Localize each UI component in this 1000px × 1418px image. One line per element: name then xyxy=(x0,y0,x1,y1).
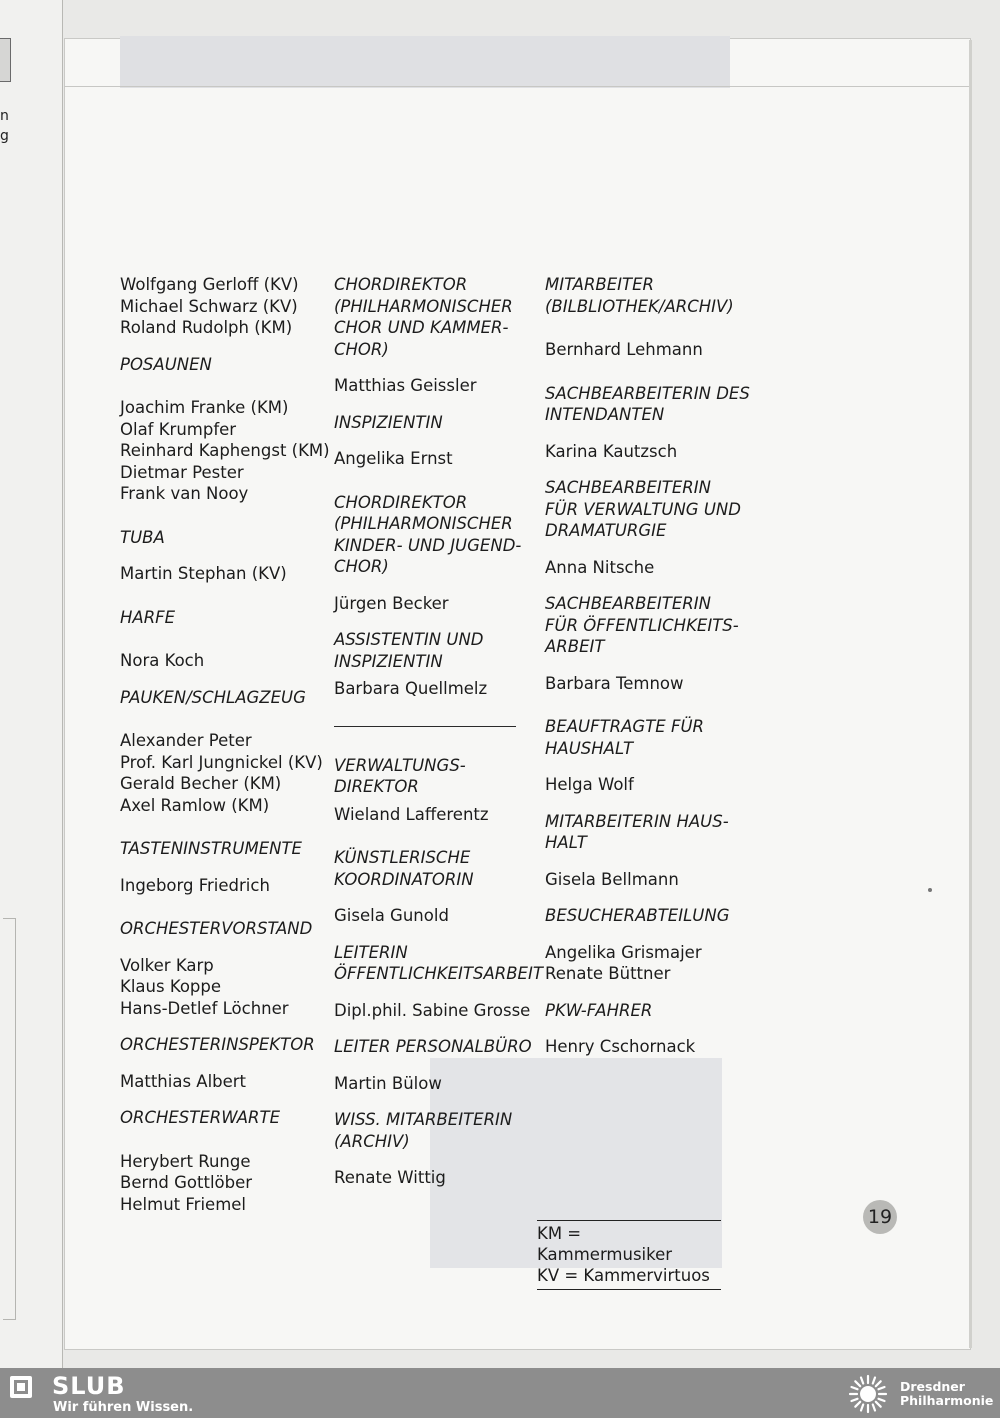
staff-name: Olaf Krumpfer xyxy=(120,419,237,439)
adjacent-page-frame xyxy=(3,918,16,1320)
staff-name: Matthias Albert xyxy=(120,1071,247,1091)
staff-name: Barbara Temnow xyxy=(545,673,684,693)
dp-name-line2: Philharmonie xyxy=(900,1393,994,1408)
section-heading-oeffentlichkeitsarbeit: ARBEIT xyxy=(545,637,605,656)
section-heading-archiv: WISS. MITARBEITERIN xyxy=(334,1110,513,1129)
staff-column-2 xyxy=(334,274,543,1189)
section-heading-archiv: (ARCHIV) xyxy=(334,1131,410,1151)
section-heading-bibliothek: (BILBLIOTHEK/ARCHIV) xyxy=(545,296,734,316)
dresdner-philharmonie-logo-icon xyxy=(848,1374,888,1414)
slub-logo-icon xyxy=(10,1376,32,1398)
staff-name: Reinhard Kaphengst (KM) xyxy=(120,441,330,460)
staff-name: Gisela Bellmann xyxy=(545,869,679,889)
section-heading-intendanten: SACHBEARBEITERIN DES xyxy=(545,383,750,403)
staff-name: Volker Karp xyxy=(120,955,214,975)
section-heading-chordirektor: CHORDIREKTOR xyxy=(334,275,468,294)
staff-name: Michael Schwarz (KV) xyxy=(120,296,298,316)
staff-name: Renate Büttner xyxy=(545,964,671,983)
staff-name: Wolfgang Gerloff (KV) xyxy=(120,275,299,294)
staff-name: Martin Stephan (KV) xyxy=(120,564,287,583)
section-heading-haushalt: BEAUFTRAGTE FÜR xyxy=(545,717,704,736)
staff-name: Dipl.phil. Sabine Grosse xyxy=(334,1000,531,1020)
legend-bottom-rule xyxy=(537,1289,721,1290)
section-heading-dramaturgie: SACHBEARBEITERIN xyxy=(545,478,711,497)
dp-name-line1: Dresdner xyxy=(900,1379,965,1394)
legend-km: KM = Kammermusiker xyxy=(537,1224,673,1264)
staff-name: Prof. Karl Jungnickel (KV) xyxy=(120,752,323,772)
section-heading-haushalt-mitarbeiterin: HALT xyxy=(545,833,587,852)
section-heading-oeffentlichkeitsarbeit: SACHBEARBEITERIN xyxy=(545,594,711,613)
section-heading-kinderchor: (PHILHARMONISCHER xyxy=(334,514,513,533)
staff-name: Klaus Koppe xyxy=(120,977,222,996)
section-heading-bibliothek: MITARBEITER xyxy=(545,275,654,294)
staff-name: Axel Ramlow (KM) xyxy=(120,795,270,815)
section-heading-tasteninstrumente: TASTENINSTRUMENTE xyxy=(120,839,302,858)
section-heading-orchestervorstand: ORCHESTERVORSTAND xyxy=(120,919,313,938)
section-heading-kuenstlerisch: KÜNSTLERISCHE xyxy=(334,848,471,867)
section-heading-kinderchor: KINDER- UND JUGEND- xyxy=(334,535,522,555)
dresdner-philharmonie-name xyxy=(900,1380,993,1408)
section-heading-pauken: PAUKEN/SCHLAGZEUG xyxy=(120,687,306,707)
staff-name: Helmut Friemel xyxy=(120,1194,247,1214)
slub-name: SLUB xyxy=(52,1372,126,1400)
slub-claim: Wir führen Wissen. xyxy=(53,1400,194,1415)
staff-name: Helga Wolf xyxy=(545,775,634,794)
section-heading-haushalt: HAUSHALT xyxy=(545,738,634,758)
staff-name: Hans-Detlef Löchner xyxy=(120,998,289,1018)
show-through-block xyxy=(120,36,730,88)
staff-name: Barbara Quellmelz xyxy=(334,679,488,698)
section-heading-verwaltung: VERWALTUNGS- xyxy=(334,755,466,775)
section-heading-dramaturgie: FÜR VERWALTUNG UND xyxy=(545,499,741,519)
section-heading-inspizientin: INSPIZIENTIN xyxy=(334,412,443,432)
staff-name: Gerald Becher (KM) xyxy=(120,774,282,793)
adjacent-page-text: n xyxy=(0,108,9,124)
staff-name: Frank van Nooy xyxy=(120,484,249,503)
section-heading-orchesterwarte: ORCHESTERWARTE xyxy=(120,1108,280,1127)
page-fold-line xyxy=(64,86,969,87)
section-heading-chordirektor: (PHILHARMONISCHER xyxy=(334,296,513,316)
staff-name: Bernhard Lehmann xyxy=(545,340,703,359)
staff-column-1 xyxy=(120,274,330,1215)
legend-kv: KV = Kammervirtuos xyxy=(537,1266,710,1285)
staff-name: Renate Wittig xyxy=(334,1168,446,1187)
staff-name: Herybert Runge xyxy=(120,1151,251,1171)
staff-name: Wieland Lafferentz xyxy=(334,804,489,824)
section-heading-verwaltung: DIREKTOR xyxy=(334,777,419,796)
staff-name: Matthias Geissler xyxy=(334,376,477,395)
adjacent-page-text: g xyxy=(0,128,9,144)
page-number: 19 xyxy=(863,1200,897,1234)
section-heading-assistentin: INSPIZIENTIN xyxy=(334,651,443,671)
section-heading-pkw-fahrer: PKW-FAHRER xyxy=(545,1000,653,1020)
section-heading-assistentin: ASSISTENTIN UND xyxy=(334,630,484,649)
staff-name: Ingeborg Friedrich xyxy=(120,875,270,895)
section-heading-harfe: HARFE xyxy=(120,607,176,627)
staff-name: Joachim Franke (KM) xyxy=(120,398,289,417)
section-heading-chordirektor: CHOR UND KAMMER- xyxy=(334,318,509,337)
section-heading-personalbuero: LEITER PERSONALBÜRO xyxy=(334,1037,532,1056)
staff-column-3 xyxy=(545,274,750,1058)
section-heading-oeffentlichkeitsarbeit: FÜR ÖFFENTLICHKEITS- xyxy=(545,615,739,635)
section-heading-kinderchor: CHORDIREKTOR xyxy=(334,492,468,512)
staff-name: Roland Rudolph (KM) xyxy=(120,318,293,337)
section-heading-orchesterinspektor: ORCHESTERINSPEKTOR xyxy=(120,1035,315,1054)
section-heading-dramaturgie: DRAMATURGIE xyxy=(545,521,667,540)
section-heading-tuba: TUBA xyxy=(120,527,165,547)
legend-top-rule xyxy=(537,1220,721,1221)
staff-name: Alexander Peter xyxy=(120,731,252,750)
staff-name: Anna Nitsche xyxy=(545,557,655,577)
staff-name: Gisela Gunold xyxy=(334,906,449,925)
footer-bar xyxy=(0,1368,1000,1418)
staff-name: Karina Kautzsch xyxy=(545,441,678,461)
section-heading-oeffentlichkeitsarbeit: ÖFFENTLICHKEITSARBEIT xyxy=(334,964,543,983)
section-heading-oeffentlichkeitsarbeit: LEITERIN xyxy=(334,942,408,962)
staff-name: Bernd Gottlöber xyxy=(120,1173,253,1192)
page-edge-shadow xyxy=(969,40,972,1348)
staff-name: Angelika Ernst xyxy=(334,449,453,468)
section-heading-kuenstlerisch: KOORDINATORIN xyxy=(334,869,474,889)
staff-name: Dietmar Pester xyxy=(120,462,244,482)
staff-name: Jürgen Becker xyxy=(334,593,449,613)
staff-name: Angelika Grismajer xyxy=(545,942,702,962)
abbreviation-legend xyxy=(537,1220,721,1290)
section-heading-besucherabteilung: BESUCHERABTEILUNG xyxy=(545,906,730,925)
scan-speck xyxy=(928,888,932,892)
page-tab-marker xyxy=(0,38,11,82)
section-heading-posaunen: POSAUNEN xyxy=(120,354,212,374)
staff-name: Martin Bülow xyxy=(334,1073,442,1093)
section-heading-chordirektor: CHOR) xyxy=(334,339,389,359)
section-heading-intendanten: INTENDANTEN xyxy=(545,405,665,424)
staff-name: Henry Cschornack xyxy=(545,1037,696,1056)
staff-name: Nora Koch xyxy=(120,651,205,670)
section-heading-kinderchor: CHOR) xyxy=(334,557,389,576)
section-heading-haushalt-mitarbeiterin: MITARBEITERIN HAUS- xyxy=(545,811,729,831)
